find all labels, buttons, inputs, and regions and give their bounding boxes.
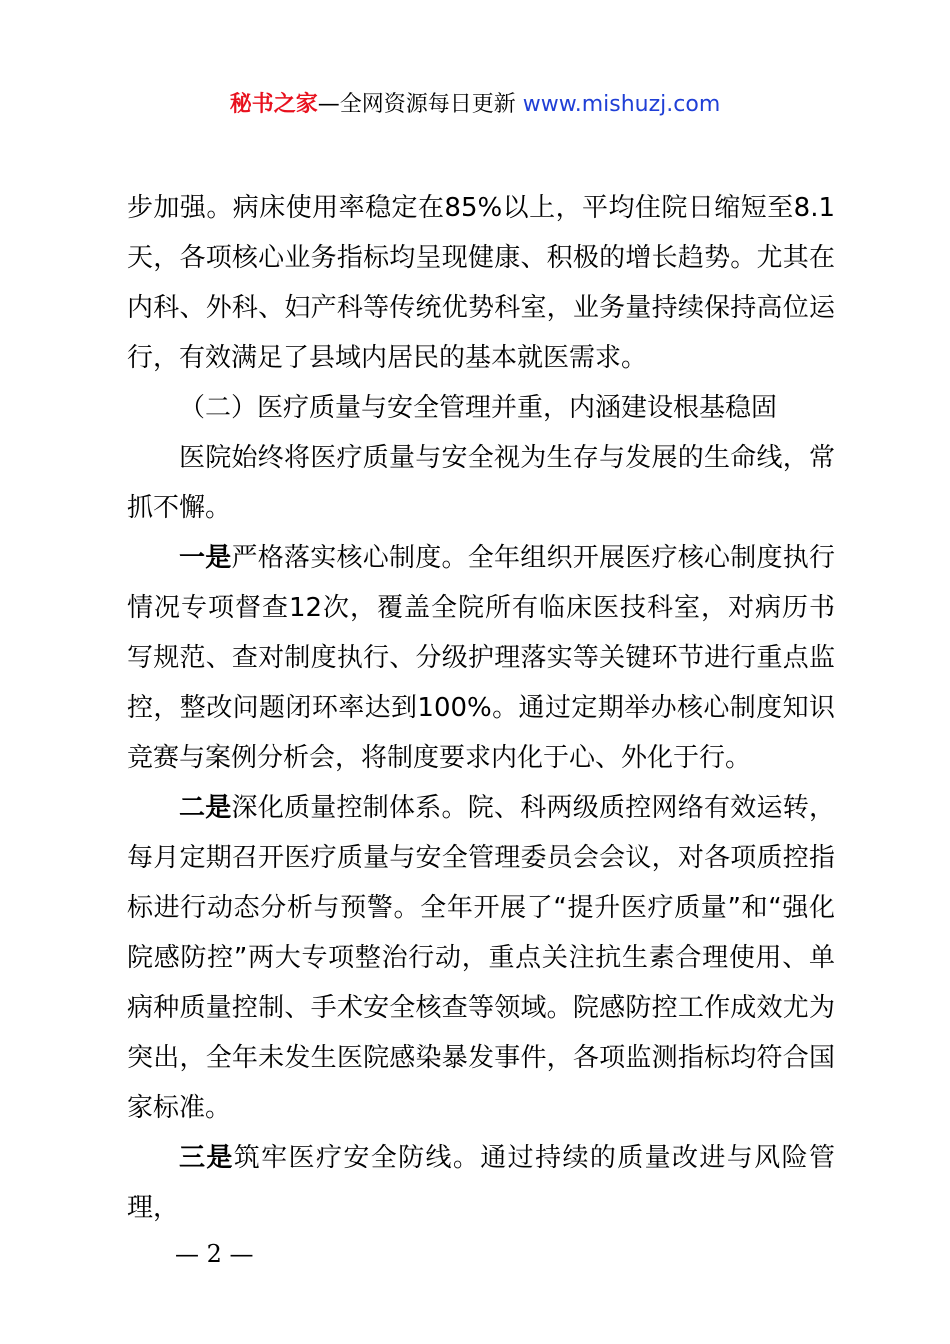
list-item-2-text: 深化质量控制体系。院、科两级质控网络有效运转，每月定期召开医疗质量与安全管理委员会会议，对各项质控指标进行动态分析与预警。全年开展了“提升医疗质量”和“强化院感防控”两大专项整治行动，重点关注抗生素合理使用、单病种质量控制、手术安全核查等领域。院感防控工作成效尤为突出，全年未发生医院感染暴发事件，各项监测指标均符合国家标准。 [127, 793, 835, 1123]
document-body [127, 183, 835, 1233]
list-item-3-lead: 三是 [179, 1143, 234, 1173]
section-heading: （二）医疗质量与安全管理并重，内涵建设根基稳固 [179, 393, 778, 423]
paragraph-continued: 步加强。病床使用率稳定在85%以上，平均住院日缩短至8.1天，各项核心业务指标均呈现健康、积极的增长趋势。尤其在内科、外科、妇产科等传统优势科室，业务量持续保持高位运行，有效满足了县域内居民的基本就医需求。 [127, 193, 835, 373]
list-item-1-lead: 一是 [179, 543, 232, 573]
list-item-1-text: 严格落实核心制度。全年组织开展医疗核心制度执行情况专项督查12次，覆盖全院所有临床医技科室，对病历书写规范、查对制度执行、分级护理落实等关键环节进行重点监控，整改问题闭环率达到100%。通过定期举办核心制度知识竞赛与案例分析会，将制度要求内化于心、外化于行。 [127, 543, 835, 773]
site-header [0, 88, 950, 122]
paragraph-intro: 医院始终将医疗质量与安全视为生存与发展的生命线，常抓不懈。 [127, 443, 835, 523]
list-item-2 [127, 783, 835, 1133]
brand-name: 秘书之家 [229, 92, 318, 117]
list-item-3 [127, 1133, 835, 1233]
site-url-link[interactable]: www.mishuzj.com [522, 92, 721, 117]
list-item-1 [127, 533, 835, 783]
list-item-2-lead: 二是 [179, 793, 232, 823]
list-item-3-text: 筑牢医疗安全防线。通过持续的质量改进与风险管理， [127, 1143, 835, 1223]
header-tagline: —全网资源每日更新 [317, 92, 516, 117]
page-number: — 2 — [175, 1240, 254, 1268]
